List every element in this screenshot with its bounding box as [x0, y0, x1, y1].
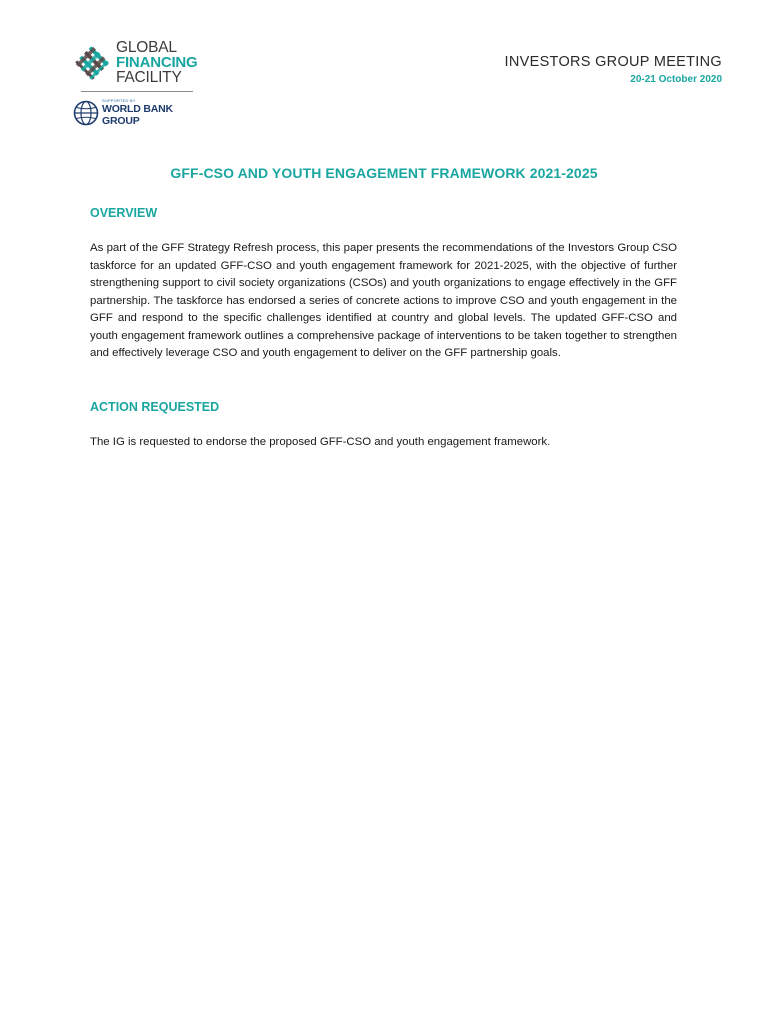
section-heading-action-requested: ACTION REQUESTED — [90, 400, 220, 414]
world-bank-group-logo — [73, 98, 213, 127]
section-body-action-requested: The IG is requested to endorse the proposed GFF-CSO and youth engagement framework. — [90, 436, 551, 448]
wbg-wordmark — [102, 98, 213, 127]
meeting-title: INVESTORS GROUP MEETING — [504, 54, 722, 70]
logo-block — [73, 40, 213, 127]
wbg-name: WORLD BANK GROUP — [102, 103, 173, 127]
gff-word-facility: FACILITY — [116, 69, 182, 86]
logo-divider — [81, 91, 193, 92]
wbg-supported-by: SUPPORTED BY — [102, 98, 136, 103]
gff-word-financing: FINANCING — [116, 54, 198, 71]
gff-word-global: GLOBAL — [116, 39, 177, 56]
world-bank-globe-icon — [73, 100, 99, 126]
section-body-overview: As part of the GFF Strategy Refresh process, this paper presents the recommendations of the Investors Group CSO taskforce for an updated GFF-CSO and youth engagement framework for 2021-2025, with the objective of further strengthening support to civil society organizations (CSOs) and youth organizations to engage effectively in the GFF partnership. The taskforce has endorsed a series of concrete actions to improve CSO and youth engagement in the GFF and respond to the specific challenges identified at country and global levels. The updated GFF-CSO and youth engagement framework outlines a comprehensive package of interventions to be taken together to strengthen and effectively leverage CSO and youth engagement to deliver on the GFF partnership goals. — [90, 242, 677, 359]
meeting-date: 20-21 October 2020 — [630, 74, 722, 85]
meeting-header — [505, 54, 722, 85]
gff-woven-diamond-icon — [73, 44, 111, 82]
gff-logo — [73, 40, 213, 85]
document-title: GFF-CSO AND YOUTH ENGAGEMENT FRAMEWORK 2021-2025 — [170, 165, 598, 181]
gff-wordmark — [116, 40, 198, 85]
section-heading-overview: OVERVIEW — [90, 206, 158, 220]
